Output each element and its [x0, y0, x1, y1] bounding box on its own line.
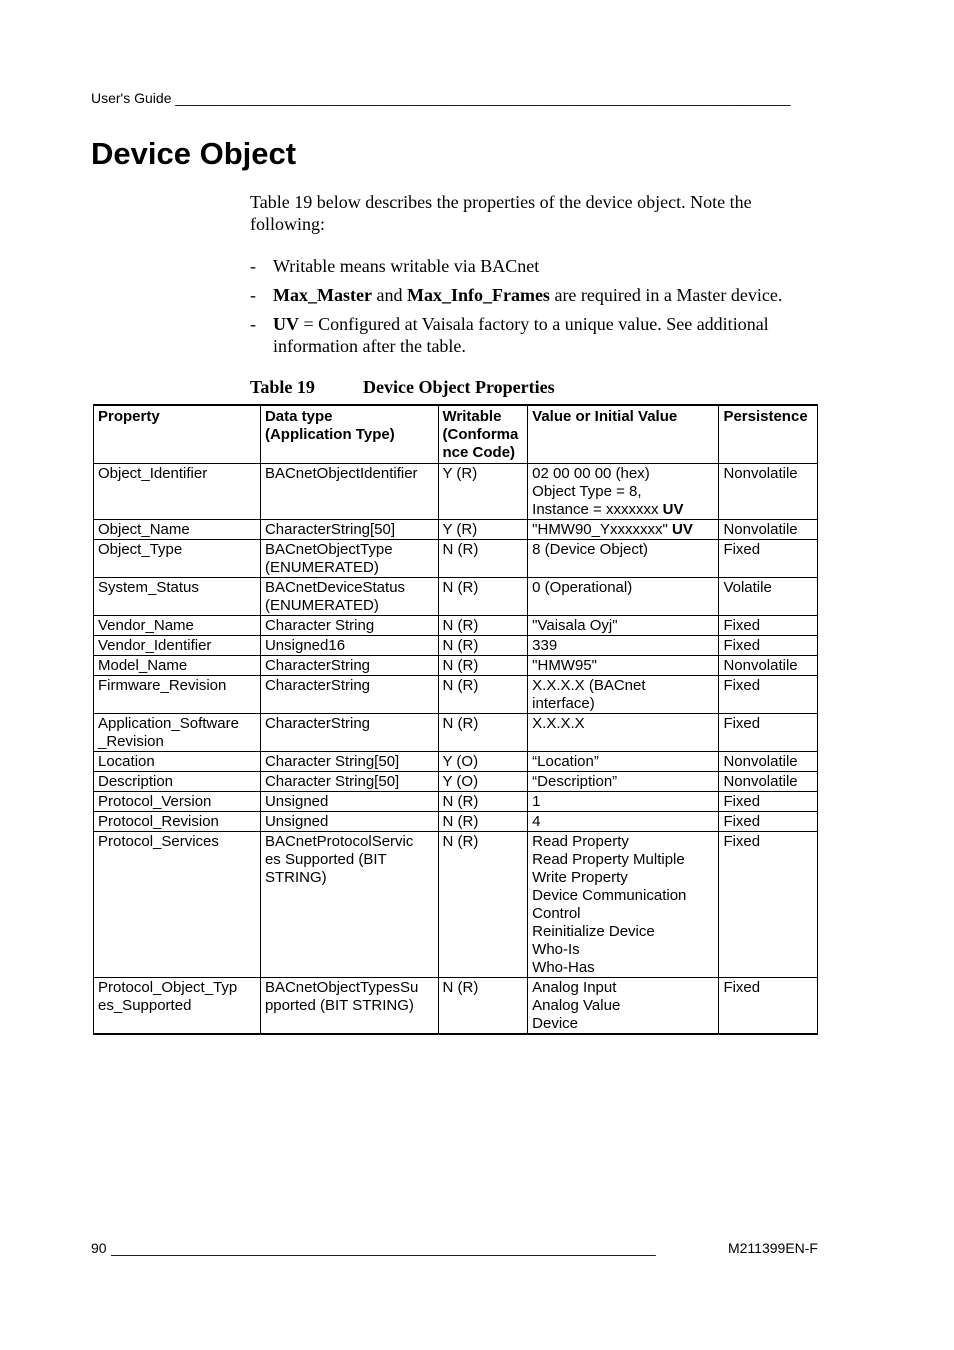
- cell-data-type: CharacterString: [260, 676, 438, 714]
- cell-data-type: BACnetDeviceStatus (ENUMERATED): [260, 578, 438, 616]
- cell-property: Protocol_Revision: [94, 812, 261, 832]
- notes-list: [250, 255, 830, 364]
- cell-writable: N (R): [438, 676, 528, 714]
- cell-persistence: Nonvolatile: [719, 752, 818, 772]
- table-row: [94, 656, 818, 676]
- cell-value: Read Property Read Property Multiple Write Property Device Communication Control Reinitialize Device Who-Is Who-Has: [528, 832, 719, 978]
- cell-property: Firmware_Revision: [94, 676, 261, 714]
- table-title: Device Object Properties: [363, 377, 555, 397]
- cell-data-type: BACnetProtocolServic es Supported (BIT STRING): [260, 832, 438, 978]
- cell-data-type: CharacterString: [260, 656, 438, 676]
- column-header-value: Value or Initial Value: [528, 405, 719, 464]
- cell-writable: N (R): [438, 812, 528, 832]
- header-rule: _______________________________________________________________________________: [175, 90, 791, 106]
- cell-data-type: Unsigned: [260, 812, 438, 832]
- cell-persistence: Nonvolatile: [719, 772, 818, 792]
- table-number: Table 19: [250, 377, 315, 397]
- cell-value: X.X.X.X: [528, 714, 719, 752]
- cell-value: "HMW90_Yxxxxxxx" UV: [528, 520, 719, 540]
- cell-writable: N (R): [438, 832, 528, 978]
- table-row: [94, 616, 818, 636]
- cell-persistence: Nonvolatile: [719, 464, 818, 520]
- cell-value: “Location”: [528, 752, 719, 772]
- table-row: [94, 636, 818, 656]
- cell-value: "Vaisala Oyj": [528, 616, 719, 636]
- cell-persistence: Fixed: [719, 636, 818, 656]
- cell-writable: N (R): [438, 656, 528, 676]
- note-text: and: [371, 285, 407, 305]
- column-header-persistence: Persistence: [719, 405, 818, 464]
- cell-writable: Y (R): [438, 520, 528, 540]
- cell-writable: Y (O): [438, 772, 528, 792]
- running-footer: [91, 1240, 818, 1256]
- cell-value: 1: [528, 792, 719, 812]
- cell-data-type: BACnetObjectIdentifier: [260, 464, 438, 520]
- cell-property: Description: [94, 772, 261, 792]
- page-number: 90: [91, 1240, 107, 1256]
- table-row: [94, 714, 818, 752]
- cell-persistence: Fixed: [719, 978, 818, 1035]
- bullet-dash: -: [250, 285, 256, 305]
- table-row: [94, 812, 818, 832]
- cell-property: Object_Identifier: [94, 464, 261, 520]
- note-term: UV: [273, 314, 299, 334]
- table-row: [94, 676, 818, 714]
- note-item: [250, 255, 830, 277]
- cell-value: 8 (Device Object): [528, 540, 719, 578]
- cell-value: Analog Input Analog Value Device: [528, 978, 719, 1035]
- cell-value: 4: [528, 812, 719, 832]
- cell-property: Model_Name: [94, 656, 261, 676]
- note-text: are required in a Master device.: [549, 285, 783, 305]
- cell-value: 339: [528, 636, 719, 656]
- cell-data-type: Character String[50]: [260, 752, 438, 772]
- cell-data-type: Unsigned: [260, 792, 438, 812]
- cell-writable: Y (O): [438, 752, 528, 772]
- column-header-writable: Writable (Conforma nce Code): [438, 405, 528, 464]
- cell-persistence: Volatile: [719, 578, 818, 616]
- cell-data-type: CharacterString[50]: [260, 520, 438, 540]
- cell-writable: N (R): [438, 978, 528, 1035]
- cell-value: X.X.X.X (BACnet interface): [528, 676, 719, 714]
- note-term: Max_Info_Frames: [406, 285, 550, 305]
- table-row: [94, 832, 818, 978]
- cell-writable: N (R): [438, 714, 528, 752]
- device-object-properties-table: [93, 404, 818, 1035]
- cell-value: 02 00 00 00 (hex) Object Type = 8, Instance = xxxxxxx UV: [528, 464, 719, 520]
- note-item: [250, 313, 830, 357]
- cell-value: 0 (Operational): [528, 578, 719, 616]
- cell-persistence: Fixed: [719, 832, 818, 978]
- cell-writable: N (R): [438, 578, 528, 616]
- table-row: [94, 540, 818, 578]
- cell-property: Protocol_Version: [94, 792, 261, 812]
- page-title: Device Object: [91, 136, 297, 171]
- column-header-data-type: Data type (Application Type): [260, 405, 438, 464]
- cell-writable: N (R): [438, 792, 528, 812]
- cell-persistence: Fixed: [719, 676, 818, 714]
- cell-value: “Description”: [528, 772, 719, 792]
- note-term: Max_Master: [273, 285, 372, 305]
- header-text: User's Guide: [91, 90, 172, 106]
- cell-data-type: BACnetObjectType (ENUMERATED): [260, 540, 438, 578]
- note-item: [250, 284, 830, 306]
- cell-property: Vendor_Identifier: [94, 636, 261, 656]
- cell-writable: N (R): [438, 636, 528, 656]
- running-header: [91, 90, 814, 106]
- table-row: [94, 978, 818, 1035]
- cell-value: "HMW95": [528, 656, 719, 676]
- cell-persistence: Nonvolatile: [719, 656, 818, 676]
- table-row: [94, 772, 818, 792]
- cell-persistence: Fixed: [719, 540, 818, 578]
- cell-persistence: Nonvolatile: [719, 520, 818, 540]
- cell-property: Vendor_Name: [94, 616, 261, 636]
- cell-data-type: Unsigned16: [260, 636, 438, 656]
- cell-data-type: Character String[50]: [260, 772, 438, 792]
- cell-writable: N (R): [438, 540, 528, 578]
- bullet-dash: -: [250, 314, 256, 334]
- cell-data-type: CharacterString: [260, 714, 438, 752]
- cell-persistence: Fixed: [719, 792, 818, 812]
- table-header-row: [94, 405, 818, 464]
- document-code: M211399EN-F: [727, 1240, 818, 1256]
- note-text: = Configured at Vaisala factory to a unique value. See additional information after the table.: [273, 314, 769, 356]
- cell-property: Protocol_Services: [94, 832, 261, 978]
- column-header-property: Property: [94, 405, 261, 464]
- cell-writable: Y (R): [438, 464, 528, 520]
- note-text: Writable means writable via BACnet: [273, 256, 540, 276]
- intro-paragraph: Table 19 below describes the properties of the device object. Note the following:: [250, 192, 752, 234]
- cell-writable: N (R): [438, 616, 528, 636]
- cell-persistence: Fixed: [719, 812, 818, 832]
- cell-property: Location: [94, 752, 261, 772]
- table-row: [94, 520, 818, 540]
- cell-property: Application_Software _Revision: [94, 714, 261, 752]
- cell-property: Object_Type: [94, 540, 261, 578]
- table-caption: [250, 377, 555, 398]
- table-row: [94, 752, 818, 772]
- cell-data-type: Character String: [260, 616, 438, 636]
- table-row: [94, 792, 818, 812]
- cell-data-type: BACnetObjectTypesSu pported (BIT STRING): [260, 978, 438, 1035]
- cell-property: Object_Name: [94, 520, 261, 540]
- cell-property: Protocol_Object_Typ es_Supported: [94, 978, 261, 1035]
- cell-persistence: Fixed: [719, 616, 818, 636]
- cell-property: System_Status: [94, 578, 261, 616]
- cell-persistence: Fixed: [719, 714, 818, 752]
- table-row: [94, 464, 818, 520]
- footer-rule: ______________________________________________________________________: [110, 1240, 656, 1256]
- bullet-dash: -: [250, 256, 256, 276]
- table-row: [94, 578, 818, 616]
